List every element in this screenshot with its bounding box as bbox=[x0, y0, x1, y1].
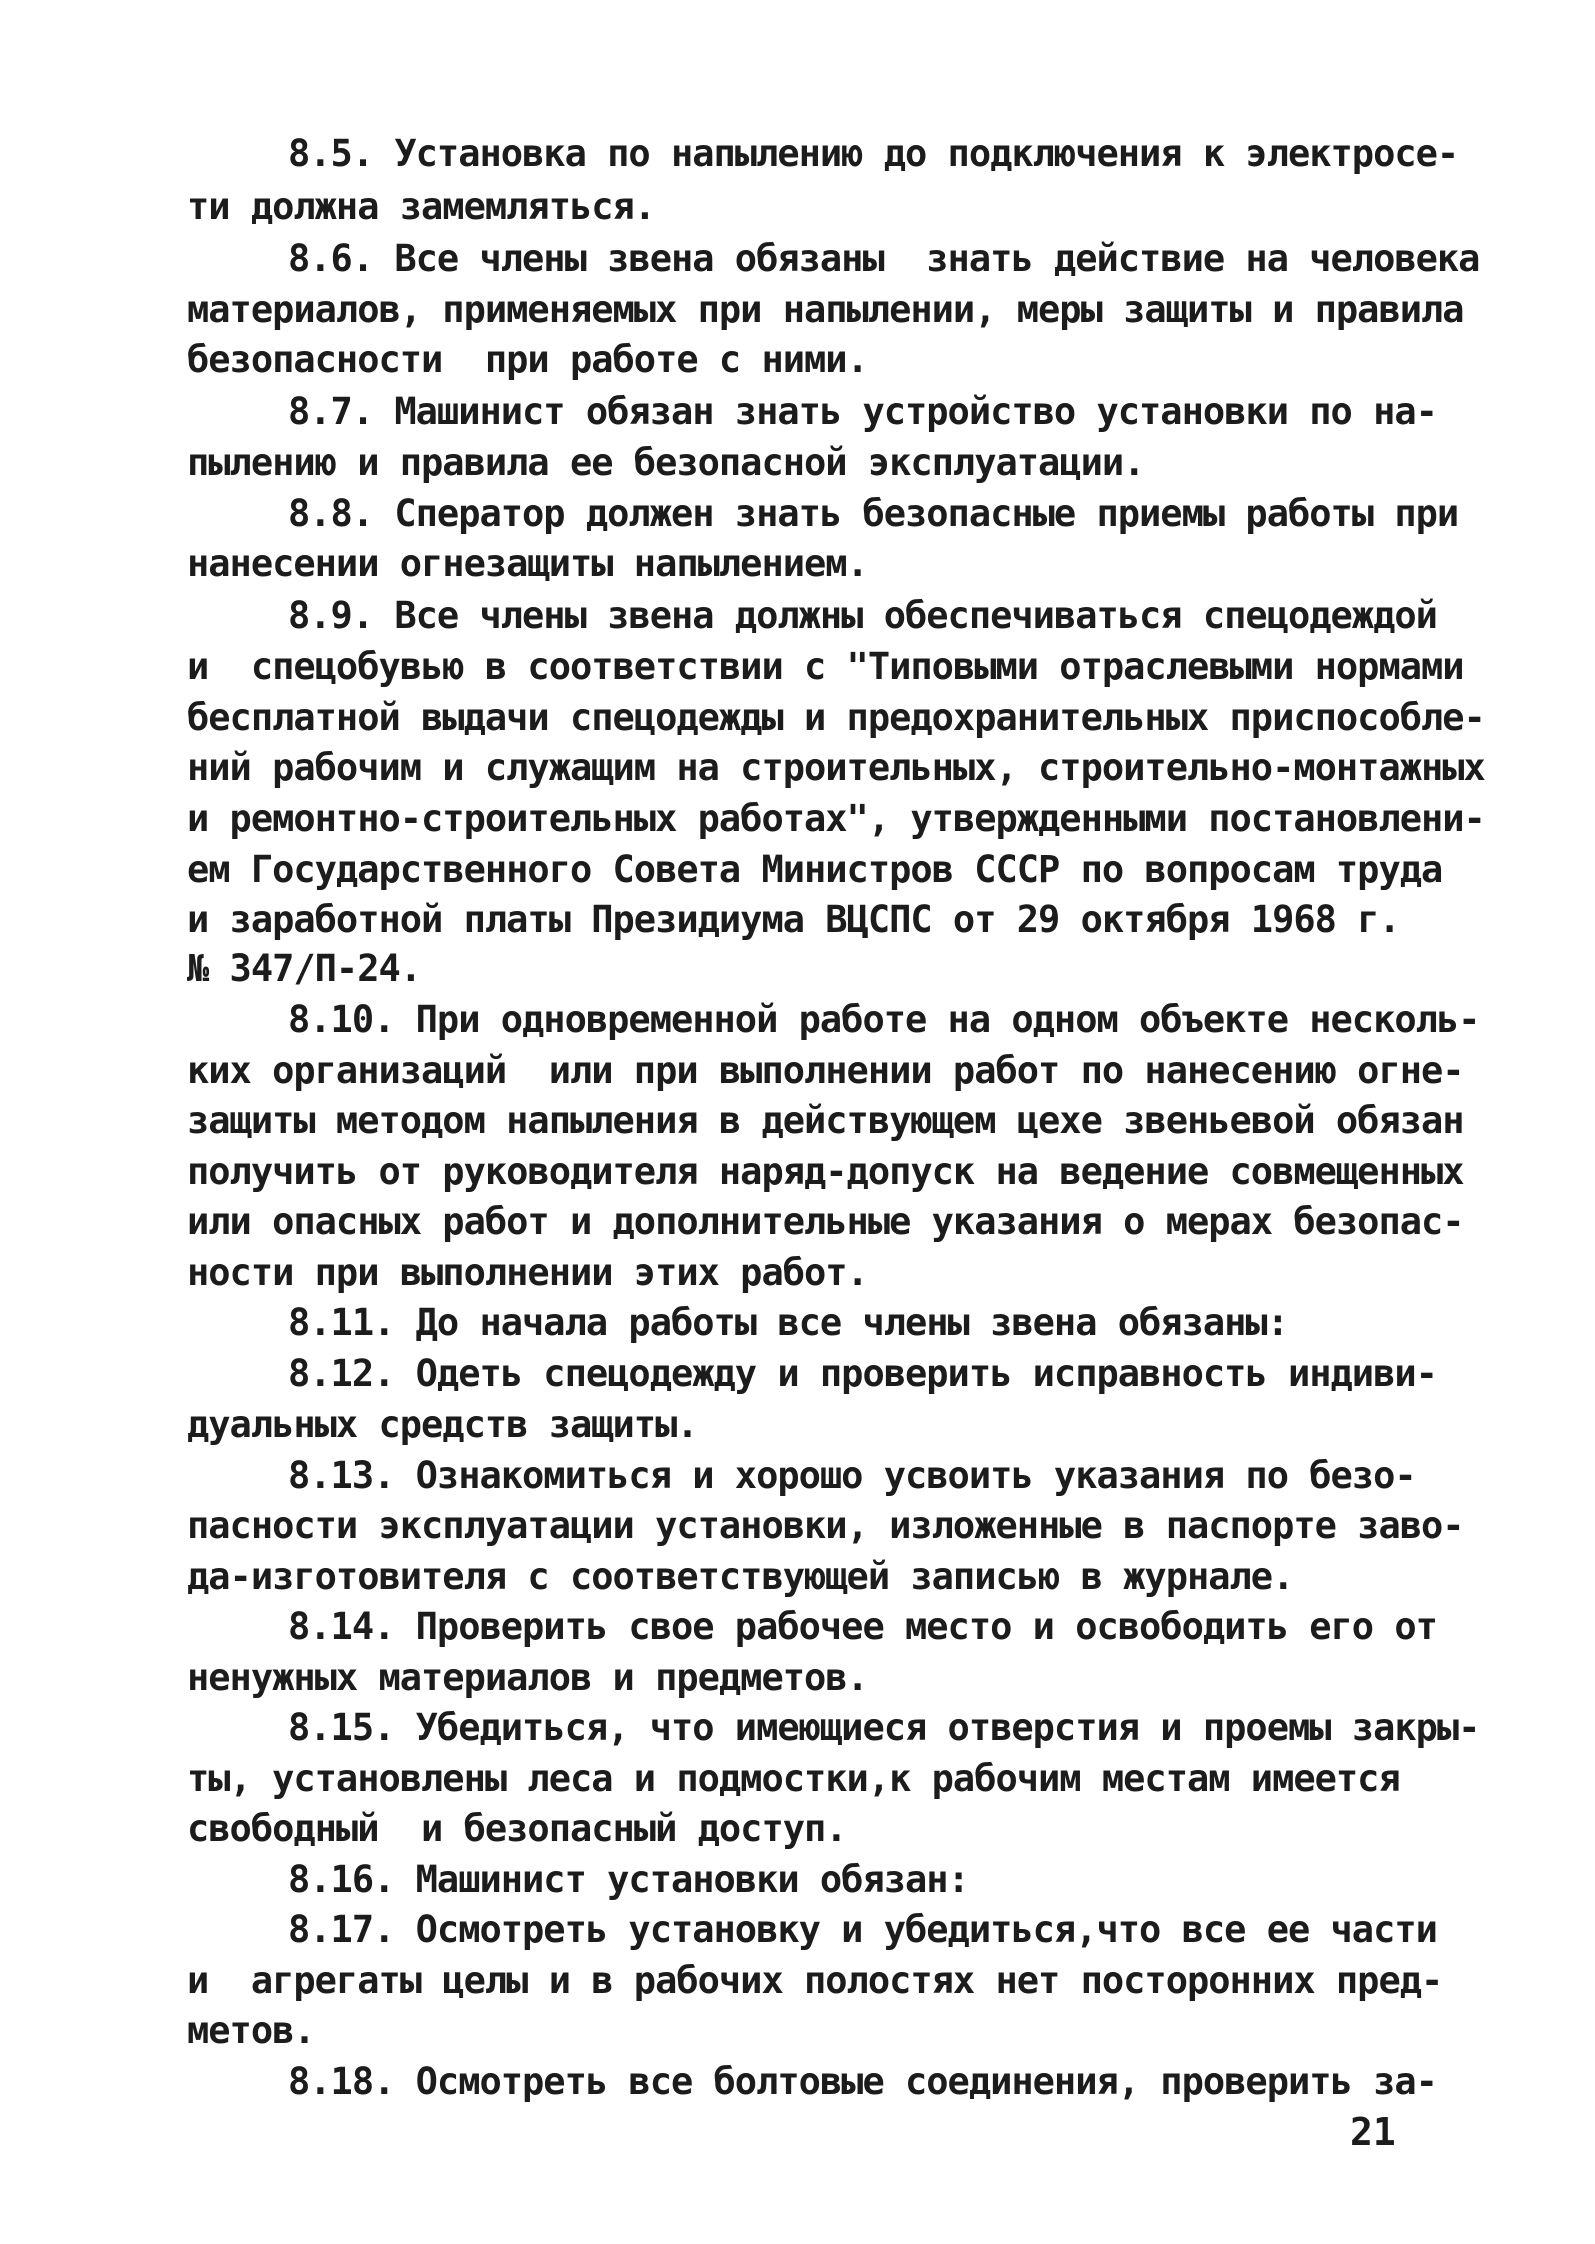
text-line: или опасных работ и дополнительные указания о мерах безопас- bbox=[187, 1200, 1464, 1243]
text-line: 8.5. Установка по напылению до подключения к электросе- bbox=[288, 132, 1459, 175]
text-line: 8.13. Ознакомиться и хорошо усвоить указания по безо- bbox=[288, 1454, 1416, 1497]
text-line: 8.8. Сператор должен знать безопасные приемы работы при bbox=[288, 492, 1459, 535]
text-line: пылению и правила ее безопасной эксплуатации. bbox=[187, 441, 1145, 484]
text-line: и ремонтно-строительных работах", утвержденными постановлени- bbox=[187, 797, 1485, 840]
text-line: материалов, применяемых при напылении, меры защиты и правила bbox=[187, 288, 1464, 331]
text-line: получить от руководителя наряд-допуск на ведение совмещенных bbox=[187, 1150, 1464, 1193]
text-line: свободный и безопасный доступ. bbox=[187, 1807, 847, 1850]
text-line: ты, установлены леса и подмостки,к рабочим местам имеется bbox=[187, 1757, 1400, 1800]
text-line: 8.11. До начала работы все члены звена обязаны: bbox=[288, 1301, 1288, 1344]
text-line: и спецобувью в соответствии с "Типовыми отраслевыми нормами bbox=[187, 645, 1464, 688]
text-line: безопасности при работе с ними. bbox=[187, 338, 868, 381]
page-number: 21 bbox=[1350, 2110, 1396, 2154]
text-line: 8.7. Машинист обязан знать устройство установки по на- bbox=[288, 390, 1437, 433]
text-line: № 347/П-24. bbox=[187, 947, 422, 990]
text-line: 8.12. Одеть спецодежду и проверить исправность индиви- bbox=[288, 1352, 1437, 1395]
text-line: защиты методом напыления в действующем цехе звеньевой обязан bbox=[187, 1099, 1464, 1142]
text-line: 8.9. Все члены звена должны обеспечиваться спецодеждой bbox=[288, 594, 1437, 637]
text-line: 8.16. Машинист установки обязан: bbox=[288, 1858, 969, 1901]
text-line: пасности эксплуатации установки, изложенные в паспорте заво- bbox=[187, 1504, 1464, 1547]
text-line: 8.18. Осмотреть все болтовые соединения, проверить за- bbox=[288, 2060, 1437, 2103]
text-line: ности при выполнении этих работ. bbox=[187, 1251, 868, 1294]
text-line: нанесении огнезащиты напылением. bbox=[187, 542, 868, 585]
text-line: ненужных материалов и предметов. bbox=[187, 1656, 868, 1699]
text-line: 8.6. Все члены звена обязаны знать действие на человека bbox=[288, 237, 1480, 280]
text-line: и агрегаты целы и в рабочих полостях нет посторонних пред- bbox=[187, 1959, 1443, 2002]
text-line: 8.15. Убедиться, что имеющиеся отверстия и проемы закры- bbox=[288, 1706, 1480, 1749]
text-line: ких организаций или при выполнении работ по нанесению огне- bbox=[187, 1049, 1464, 1092]
text-line: ти должна замемляться. bbox=[187, 185, 656, 228]
text-line: ний рабочим и служащим на строительных, строительно-монтажных bbox=[187, 746, 1485, 789]
text-line: 8.10. При одновременной работе на одном объекте несколь- bbox=[288, 998, 1480, 1041]
text-line: 8.14. Проверить свое рабочее место и освободить его от bbox=[288, 1605, 1437, 1648]
text-line: ем Государственного Совета Министров СССР по вопросам труда bbox=[187, 848, 1443, 891]
text-line: и заработной платы Президиума ВЦСПС от 29 октября 1968 г. bbox=[187, 898, 1400, 941]
text-line: метов. bbox=[187, 2009, 315, 2052]
text-line: бесплатной выдачи спецодежды и предохранительных приспособле- bbox=[187, 696, 1485, 739]
text-line: да-изготовителя с соответствующей записью в журнале. bbox=[187, 1555, 1294, 1598]
text-line: дуальных средств защиты. bbox=[187, 1403, 698, 1446]
text-line: 8.17. Осмотреть установку и убедиться,что все ее части bbox=[288, 1908, 1437, 1951]
